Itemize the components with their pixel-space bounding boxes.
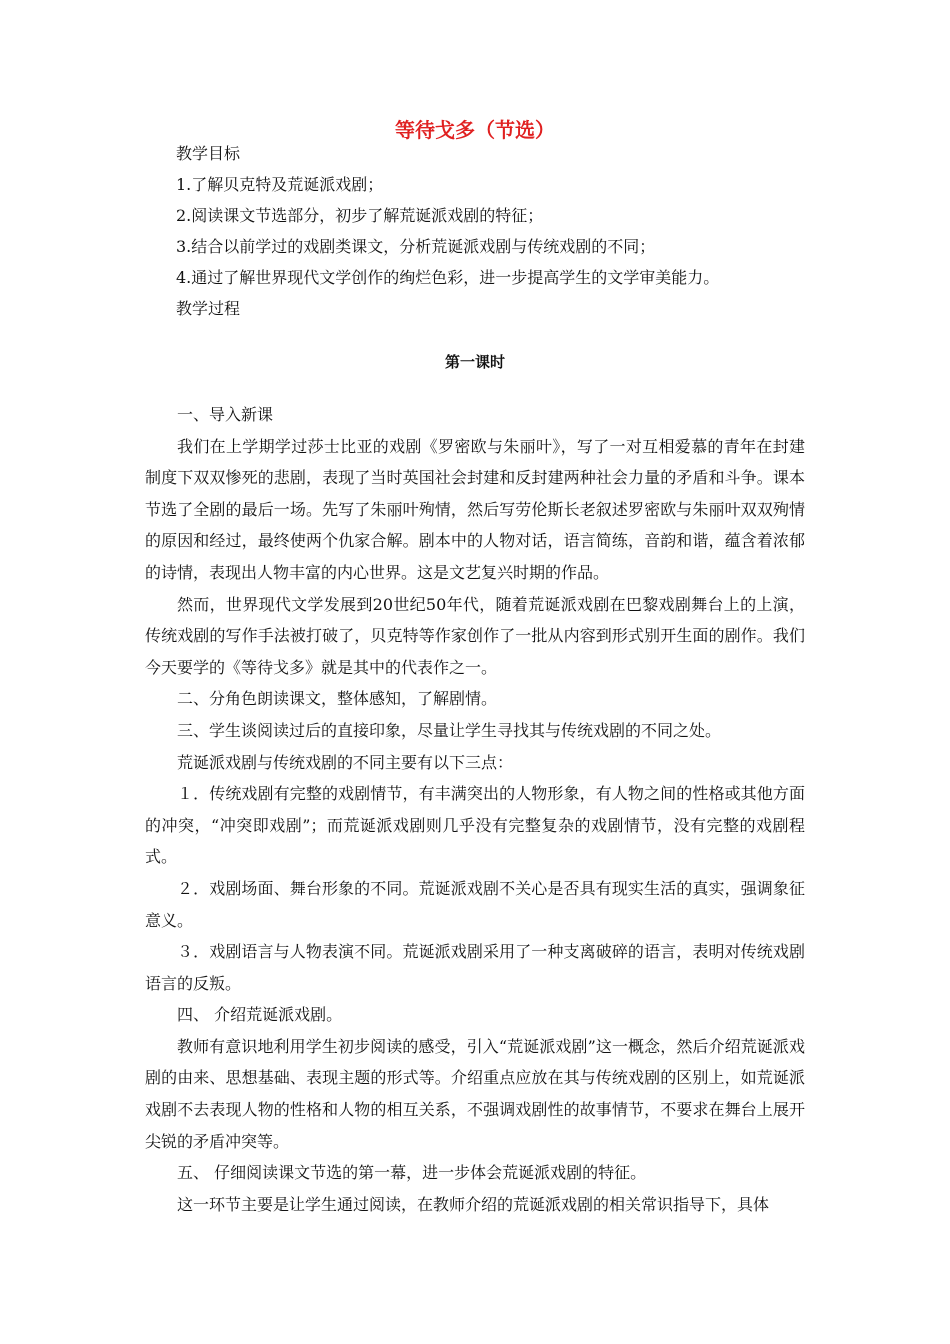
paragraph: 四、 介绍荒诞派戏剧。 xyxy=(177,1005,343,1025)
objective-item-3: 3.结合以前学过的戏剧类课文，分析荒诞派戏剧与传统戏剧的不同； xyxy=(176,237,656,256)
process-heading: 教学过程 xyxy=(176,299,241,318)
document-title: 等待戈多（节选） xyxy=(395,118,555,142)
paragraph: 三、学生谈阅读过后的直接印象，尽量让学生寻找其与传统戏剧的不同之处。 xyxy=(177,720,722,740)
paragraph: 五、 仔细阅读课文节选的第一幕，进一步体会荒诞派戏剧的特征。 xyxy=(177,1163,647,1183)
paragraph: 一、导入新课 xyxy=(177,405,274,424)
objectives-heading: 教学目标 xyxy=(176,144,241,163)
paragraph: ３．戏剧语言与人物表演不同。荒诞派戏剧采用了一种支离破碎的语言，表明对传统戏剧语言的反叛。 xyxy=(145,942,805,993)
objective-item-2: 2.阅读课文节选部分，初步了解荒诞派戏剧的特征； xyxy=(176,206,544,225)
paragraph: 荒诞派戏剧与传统戏剧的不同主要有以下三点： xyxy=(177,752,514,772)
lesson-body xyxy=(145,399,805,1220)
paragraph: 我们在上学期学过莎士比亚的戏剧《罗密欧与朱丽叶》，写了一对互相爱慕的青年在封建制度下双双惨死的悲剧，表现了当时英国社会封建和反封建两种社会力量的矛盾和斗争。课本节选了全剧的最后一场。先写了朱丽叶殉情，然后写劳伦斯长老叙述罗密欧与朱丽叶双双殉情的原因和经过，最终使两个仇家合解。剧本中的人物对话，语言简练，音韵和谐，蕴含着浓郁的诗情，表现出人物丰富的内心世界。这是文艺复兴时期的作品。 xyxy=(145,436,805,582)
objective-item-1: 1.了解贝克特及荒诞派戏剧； xyxy=(176,175,384,194)
paragraph: ２．戏剧场面、舞台形象的不同。荒诞派戏剧不关心是否具有现实生活的真实，强调象征意义。 xyxy=(145,878,805,930)
objective-item-4: 4.通过了解世界现代文学创作的绚烂色彩，进一步提高学生的文学审美能力。 xyxy=(176,268,720,287)
paragraph: １．传统戏剧有完整的戏剧情节，有丰满突出的人物形象，有人物之间的性格或其他方面的冲突，“冲突即戏剧”；而荒诞派戏剧则几乎没有完整复杂的戏剧情节，没有完整的戏剧程式。 xyxy=(145,784,805,867)
paragraph: 然而，世界现代文学发展到20世纪50年代，随着荒诞派戏剧在巴黎戏剧舞台上的上演，传统戏剧的写作手法被打破了，贝克特等作家创作了一批从内容到形式别开生面的剧作。我们今天要学的《等待戈多》就是其中的代表作之一。 xyxy=(145,594,805,677)
paragraph: 这一环节主要是让学生通过阅读，在教师介绍的荒诞派戏剧的相关常识指导下，具体 xyxy=(177,1194,770,1214)
paragraph: 教师有意识地利用学生初步阅读的感受，引入“荒诞派戏剧”这一概念，然后介绍荒诞派戏剧的由来、思想基础、表现主题的形式等。介绍重点应放在其与传统戏剧的区别上，如荒诞派戏剧不去表现人物的性格和人物的相互关系，不强调戏剧性的故事情节，不要求在舞台上展开尖锐的矛盾冲突等。 xyxy=(145,1036,805,1151)
paragraph: 二、分角色朗读课文，整体感知，了解剧情。 xyxy=(177,689,498,709)
lesson-heading: 第一课时 xyxy=(444,353,505,371)
